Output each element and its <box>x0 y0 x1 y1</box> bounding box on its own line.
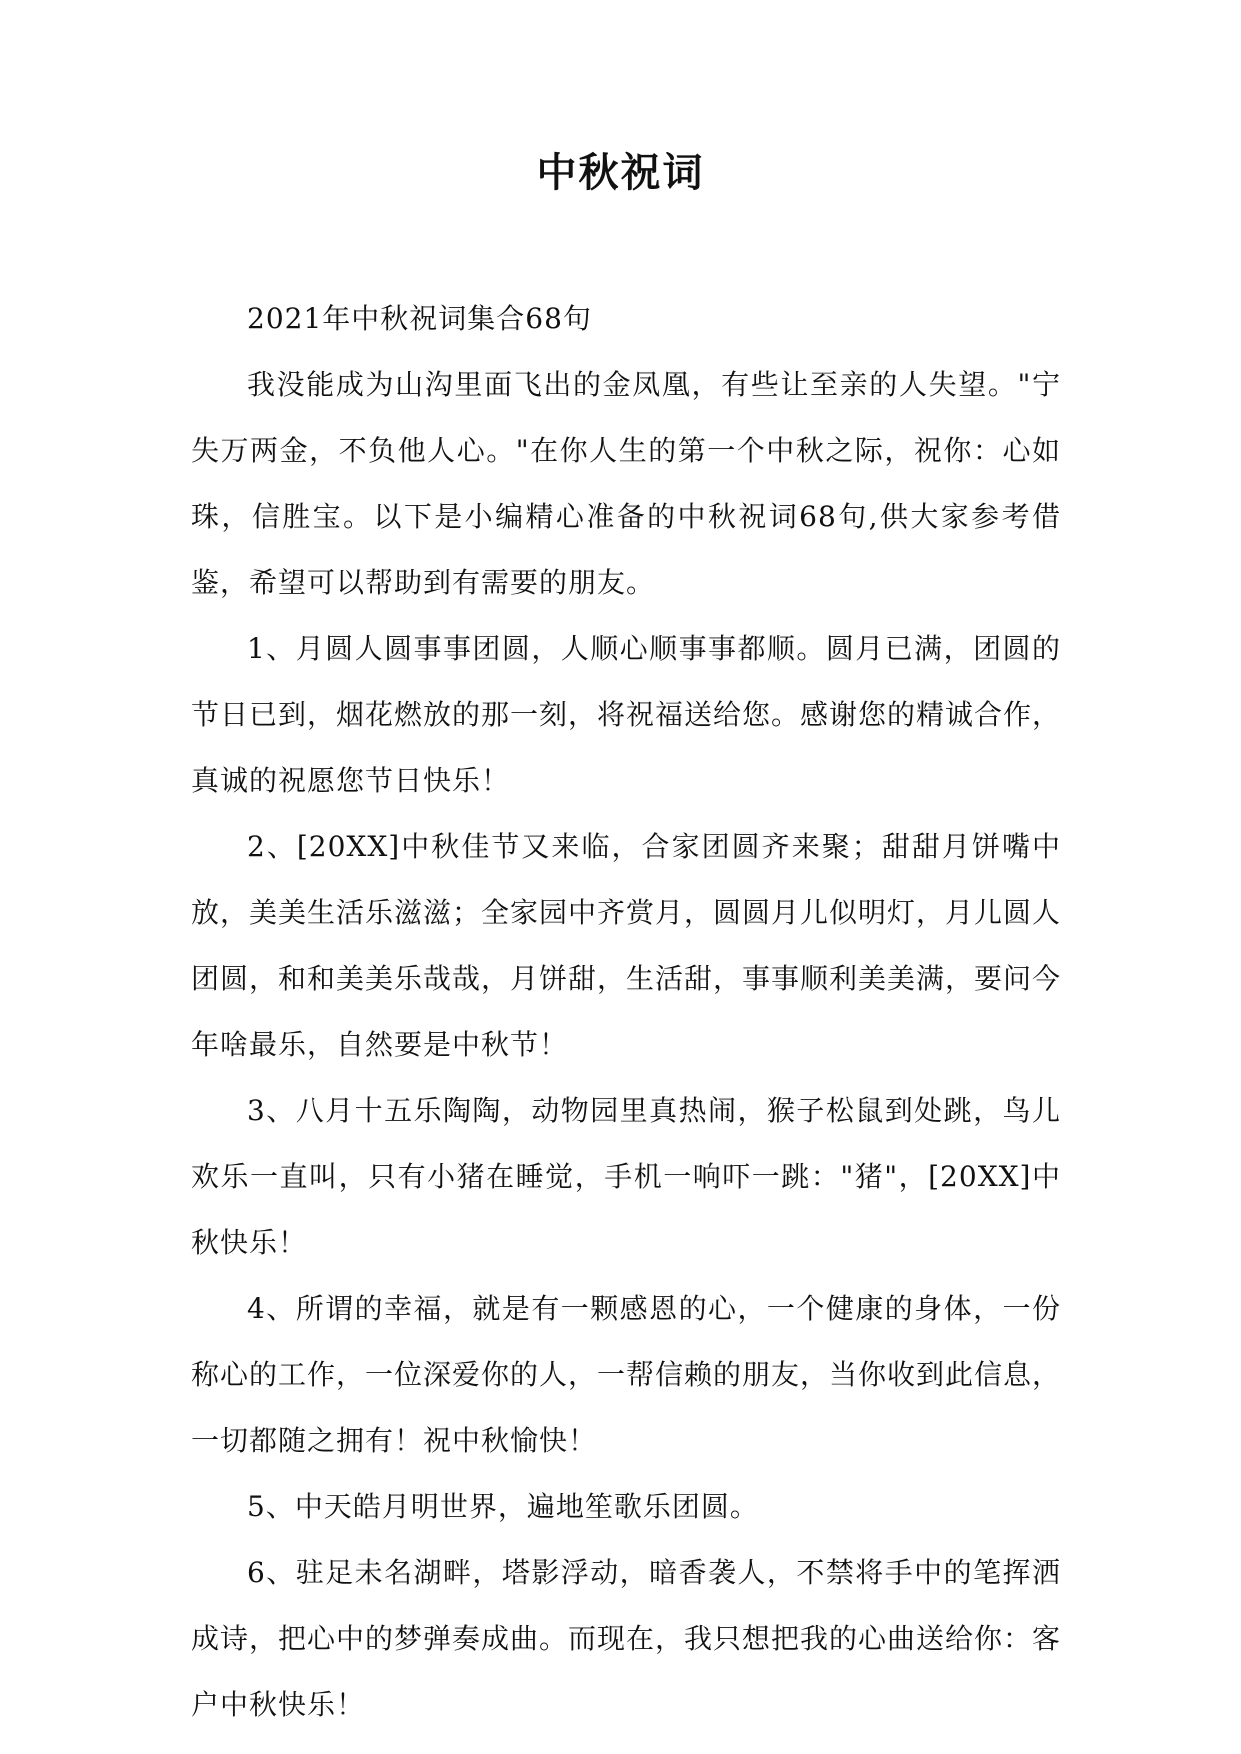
paragraph-item-2: 2、[20XX]中秋佳节又来临，合家团圆齐来聚；甜甜月饼嘴中放，美美生活乐滋滋；全家园中齐赏月，圆圆月儿似明灯，月儿圆人团圆，和和美美乐哉哉，月饼甜，生活甜，事事顺利美美满，要问今年啥最乐，自然要是中秋节！ <box>191 830 1062 1061</box>
paragraph-item-6: 6、驻足未名湖畔，塔影浮动，暗香袭人，不禁将手中的笔挥洒成诗，把心中的梦弹奏成曲。而现在，我只想把我的心曲送给你：客户中秋快乐！ <box>191 1556 1062 1721</box>
paragraph-item-5: 5、中天皓月明世界，遍地笙歌乐团圆。 <box>247 1490 759 1523</box>
paragraph-heading: 2021年中秋祝词集合68句 <box>247 302 592 335</box>
paragraph-item-4: 4、所谓的幸福，就是有一颗感恩的心，一个健康的身体，一份称心的工作，一位深爱你的人，一帮信赖的朋友，当你收到此信息，一切都随之拥有！祝中秋愉快！ <box>191 1292 1062 1457</box>
document-title: 中秋祝词 <box>536 149 705 196</box>
paragraph-item-3: 3、八月十五乐陶陶，动物园里真热闹，猴子松鼠到处跳，鸟儿欢乐一直叫，只有小猪在睡觉，手机一响吓一跳："猪"，[20XX]中秋快乐！ <box>191 1094 1061 1259</box>
paragraph-item-1: 1、月圆人圆事事团圆，人顺心顺事事都顺。圆月已满，团圆的节日已到，烟花燃放的那一刻，将祝福送给您。感谢您的精诚合作，真诚的祝愿您节日快乐！ <box>191 632 1062 797</box>
paragraph-intro: 我没能成为山沟里面飞出的金凤凰，有些让至亲的人失望。"宁失万两金，不负他人心。"在你人生的第一个中秋之际，祝你：心如珠，信胜宝。以下是小编精心准备的中秋祝词68句,供大家参考借鉴，希望可以帮助到有需要的朋友。 <box>191 368 1061 599</box>
document-body <box>191 286 1061 1738</box>
